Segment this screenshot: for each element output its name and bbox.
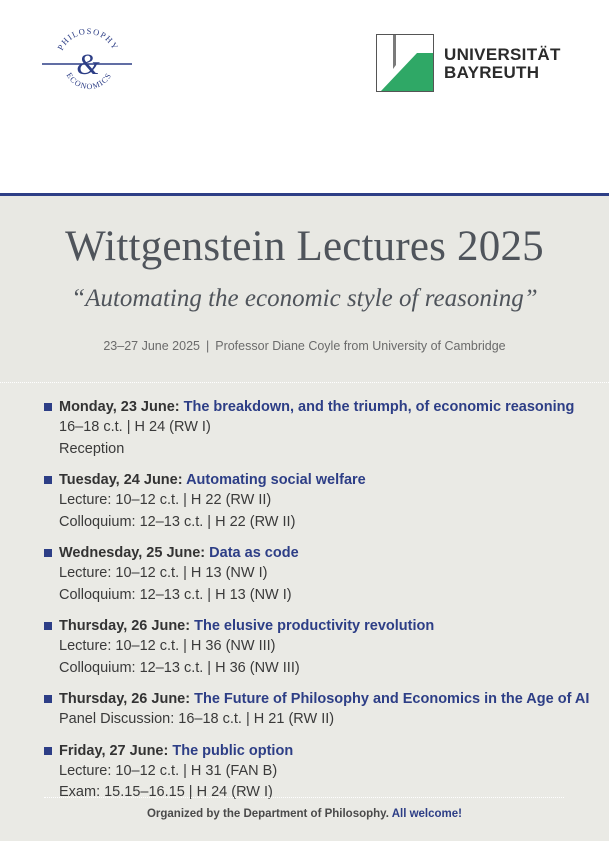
schedule-day: Friday, 27 June: [59,742,169,759]
schedule-divider-top [0,382,609,383]
ub-wordmark-line2: BAYREUTH [444,63,540,82]
schedule-item-monday [44,397,584,460]
ampersand-glyph: & [76,48,100,81]
schedule-detail: Panel Discussion: 16–18 c.t. | H 21 (RW II) [59,711,335,727]
ub-emblem [376,34,434,92]
event-speaker: Professor Diane Coyle from University of Cambridge [215,339,506,353]
footer-note [0,808,609,820]
footer-welcome: All welcome! [391,808,463,820]
schedule-item-heading [44,397,584,417]
schedule-day: Thursday, 26 June: [59,691,191,707]
schedule-item-heading [44,689,590,709]
ub-wordmark-line1: UNIVERSITÄT [444,45,561,64]
schedule-day: Wednesday, 25 June: [59,545,206,561]
square-bullet-icon [44,747,52,755]
event-meta [0,339,609,353]
square-bullet-icon [44,476,52,484]
schedule-topic: The Future of Philosophy and Economics in the Age of AI [194,691,590,707]
schedule-detail: Lecture: 10–12 c.t. | H 22 (RW II) [59,492,272,508]
schedule-detail: Reception [59,440,125,457]
schedule-divider-bottom [44,797,564,798]
schedule-topic: The public option [172,742,294,759]
page-title: Wittgenstein Lectures 2025 [65,223,544,270]
university-bayreuth-logo [376,34,576,94]
ub-emblem-icon [377,35,434,92]
pe-arc-top-text: PHILOSOPHY [55,25,121,52]
schedule-day: Monday, 23 June: [59,399,180,415]
schedule-topic: The elusive productivity revolution [194,618,435,634]
schedule-detail: Colloquium: 12–13 c.t. | H 36 (NW III) [59,659,300,676]
square-bullet-icon [44,549,52,557]
schedule-item-thursday-panel [44,689,590,731]
schedule-day: Tuesday, 24 June: [59,472,183,488]
schedule-item-tuesday [44,470,584,533]
schedule-detail: Colloquium: 12–13 c.t. | H 22 (RW II) [59,513,296,530]
schedule-day: Thursday, 26 June: [59,618,191,634]
schedule-topic: The breakdown, and the triumph, of economic reasoning [183,399,575,415]
header [0,0,609,194]
schedule-item-friday [44,741,584,804]
schedule-detail: Lecture: 10–12 c.t. | H 36 (NW III) [59,638,276,654]
schedule-detail: Lecture: 10–12 c.t. | H 31 (FAN B) [59,762,278,779]
schedule-detail: 16–18 c.t. | H 24 (RW I) [59,419,211,435]
lecture-subtitle: “Automating the economic style of reasoning” [71,285,538,312]
square-bullet-icon [44,695,52,703]
philosophy-economics-logo [38,22,138,102]
schedule-item-thursday-lecture [44,616,584,679]
philosophy-economics-logo-graphic [38,22,138,102]
schedule-topic: Automating social welfare [186,472,366,488]
schedule-detail: Exam: 15.15–16.15 | H 24 (RW I) [59,784,273,800]
schedule-list [44,397,590,814]
square-bullet-icon [44,622,52,630]
schedule-item-heading [44,470,584,490]
pe-arc-bottom-text: ECONOMICS [64,71,114,92]
schedule-topic: Data as code [209,545,299,561]
event-dates: 23–27 June 2025 [103,339,200,353]
schedule-item-wednesday [44,543,584,606]
schedule-item-heading [44,741,584,761]
schedule-detail: Colloquium: 12–13 c.t. | H 13 (NW I) [59,586,292,603]
meta-separator: | [205,339,210,353]
schedule-item-heading [44,543,584,563]
square-bullet-icon [44,403,52,411]
footer-organized: Organized by the Department of Philosophy. [146,808,389,820]
schedule-detail: Lecture: 10–12 c.t. | H 13 (NW I) [59,565,268,581]
schedule-item-heading [44,616,584,636]
ub-wordmark [444,46,561,82]
